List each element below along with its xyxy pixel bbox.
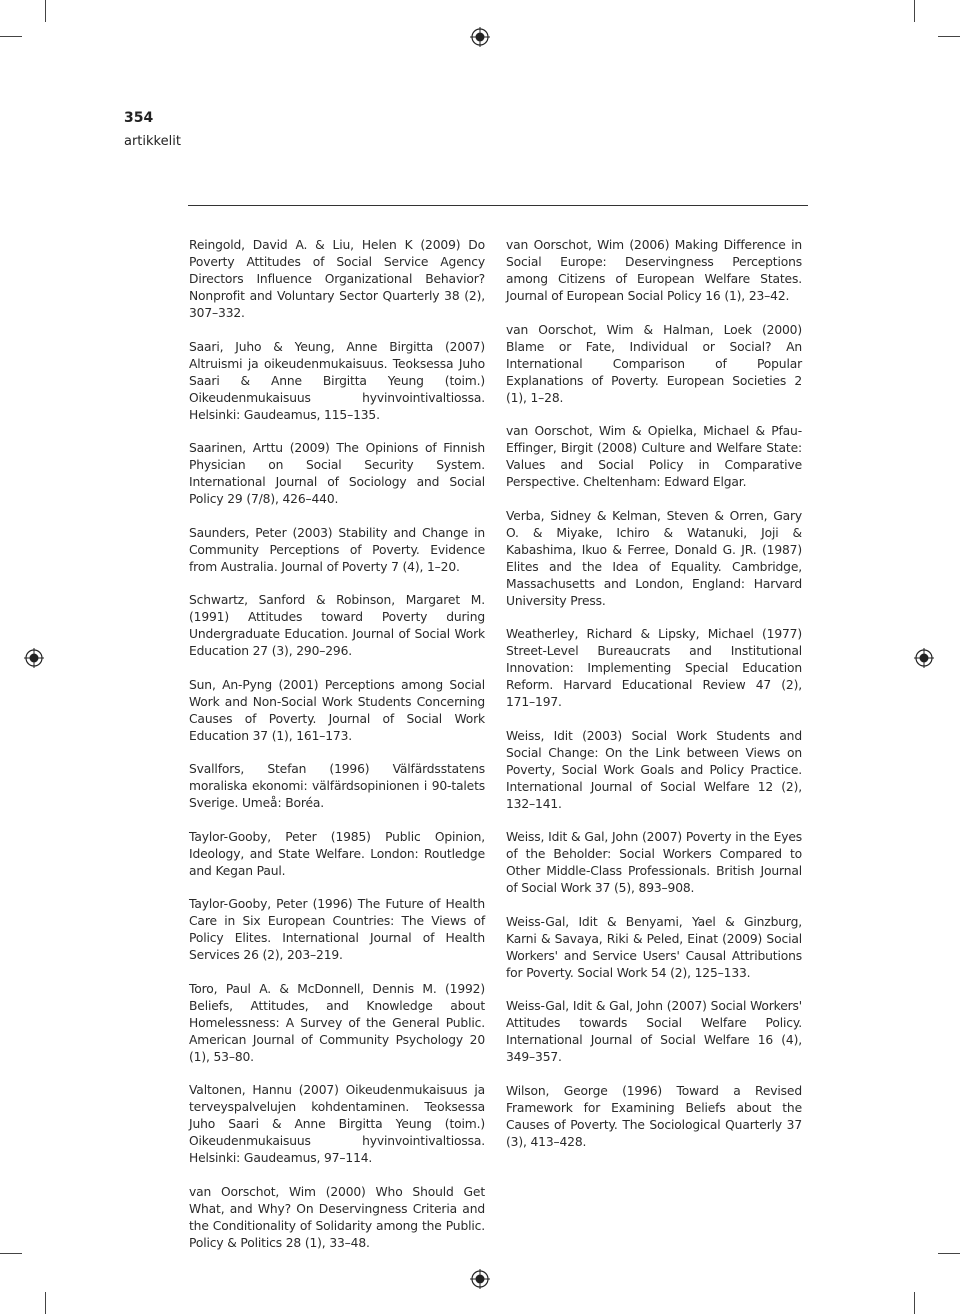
reference-entry: van Oorschot, Wim (2006) Making Difference in Social Europe: Deservingness Perceptions among Citizens of European Welfare States. Journal of European Social Policy 16 (1), 23–42. [506, 238, 802, 303]
reference-entry: van Oorschot, Wim & Opielka, Michael & Pfau-Effinger, Birgit (2008) Culture and Welfare State: Values and Social Policy in Comparative Perspective. Cheltenham: Edward Elgar. [506, 424, 802, 489]
crop-mark [45, 0, 46, 22]
reference-entry: Sun, An-Pyng (2001) Perceptions among Social Work and Non-Social Work Students Concerning Causes of Poverty. Journal of Social Work Education 37 (1), 161–173. [189, 677, 485, 743]
registration-mark-icon [914, 648, 934, 668]
registration-mark-icon [470, 1269, 490, 1289]
crop-mark [0, 36, 22, 37]
reference-entry: Taylor-Gooby, Peter (1985) Public Opinion, Ideology, and State Welfare. London: Routledge and Kegan Paul. [189, 829, 485, 878]
reference-entry: Weiss, Idit & Gal, John (2007) Poverty in the Eyes of the Beholder: Social Workers Compared to Other Middle-Class Professionals. British Journal of Social Work 37 (5), 893–908. [506, 830, 802, 895]
reference-entry: Valtonen, Hannu (2007) Oikeudenmukaisuus ja terveyspalvelujen kohdentaminen. Teoksessa Juho Saari & Anne Birgitta Yeung (toim.) Oikeudenmukaisuus hyvinvointivaltiossa. Helsinki: Gaudeamus, 97–114. [189, 1083, 485, 1165]
reference-entry: Verba, Sidney & Kelman, Steven & Orren, Gary O. & Miyake, Ichiro & Watanuki, Joji & Kabashima, Ikuo & Ferree, Donald G. JR. (1987) Elites and the Idea of Equality. Cambridge, Massachusetts and London, England: Harvard University Press. [506, 508, 802, 608]
reference-entry: van Oorschot, Wim & Halman, Loek (2000) Blame or Fate, Individual or Social? An International Comparison of Popular Explanations of Poverty. European Societies 2 (1), 1–28. [506, 322, 802, 405]
reference-entry: Svallfors, Stefan (1996) Välfärdsstatens moraliska ekonomi: välfärdsopinionen i 90-talets Sverige. Umeå: Boréa. [189, 762, 485, 810]
crop-mark [914, 1292, 915, 1314]
crop-mark [0, 1253, 22, 1254]
references-right-column [506, 237, 802, 1167]
reference-entry: Reingold, David A. & Liu, Helen K (2009) Do Poverty Attitudes of Social Service Agency Directors Influence Organizational Behavior? Nonprofit and Voluntary Sector Quarterly 38 (2), 307–332. [189, 238, 485, 320]
reference-entry: Weatherley, Richard & Lipsky, Michael (1977) Street-Level Bureaucrats and Institutional Innovation: Implementing Special Education Reform. Harvard Educational Review 47 (2), 171–197. [506, 627, 802, 709]
crop-mark [914, 0, 915, 22]
reference-entry: Saari, Juho & Yeung, Anne Birgitta (2007) Altruismi ja oikeudenmukaisuus. Teoksessa Juho Saari & Anne Birgitta Yeung (toim.) Oikeudenmukaisuus hyvinvointivaltiossa. Helsinki: Gaudeamus, 115–135. [189, 339, 485, 422]
reference-entry: Schwartz, Sanford & Robinson, Margaret M. (1991) Attitudes toward Poverty during Undergraduate Education. Journal of Social Work Education 27 (3), 290–296. [189, 593, 485, 658]
reference-entry: van Oorschot, Wim (2000) Who Should Get What, and Why? On Deservingness Criteria and the Conditionality of Solidarity among the Public. Policy & Politics 28 (1), 33–48. [189, 1184, 485, 1250]
reference-entry: Weiss, Idit (2003) Social Work Students and Social Change: On the Link between Views on Poverty, Social Work Goals and Policy Practice. International Journal of Social Welfare 12 (2), 132–141. [506, 728, 802, 811]
reference-entry: Wilson, George (1996) Toward a Revised Framework for Examining Beliefs about the Causes of Poverty. The Sociological Quarterly 37 (3), 413–428. [506, 1083, 802, 1149]
header-rule [188, 205, 808, 206]
registration-mark-icon [24, 648, 44, 668]
crop-mark [938, 1253, 960, 1254]
reference-entry: Saarinen, Arttu (2009) The Opinions of Finnish Physician on Social Security System. International Journal of Sociology and Social Policy 29 (7/8), 426–440. [189, 441, 485, 506]
crop-mark [938, 36, 960, 37]
reference-entry: Saunders, Peter (2003) Stability and Change in Community Perceptions of Poverty. Evidence from Australia. Journal of Poverty 7 (4), 1–20. [189, 525, 485, 574]
registration-mark-icon [470, 27, 490, 47]
reference-entry: Taylor-Gooby, Peter (1996) The Future of Health Care in Six European Countries: The Views of Policy Elites. International Journal of Health Services 26 (2), 203–219. [189, 897, 485, 962]
reference-entry: Weiss-Gal, Idit & Gal, John (2007) Social Workers' Attitudes towards Social Welfare Policy. International Journal of Social Welfare 16 (4), 349–357. [506, 999, 802, 1064]
references-left-column [189, 237, 485, 1268]
page-number: 354 [124, 110, 154, 126]
reference-entry: Toro, Paul A. & McDonnell, Dennis M. (1992) Beliefs, Attitudes, and Knowledge about Homelessness: A Survey of the General Public. American Journal of Community Psychology 20 (1), 53–80. [189, 981, 485, 1064]
reference-entry: Weiss-Gal, Idit & Benyami, Yael & Ginzburg, Karni & Savaya, Riki & Peled, Einat (2009) Social Workers' and Service Users' Causal Attributions for Poverty. Social Work 54 (2), 125–133. [506, 914, 802, 980]
crop-mark [45, 1292, 46, 1314]
section-label: artikkelit [124, 134, 181, 149]
